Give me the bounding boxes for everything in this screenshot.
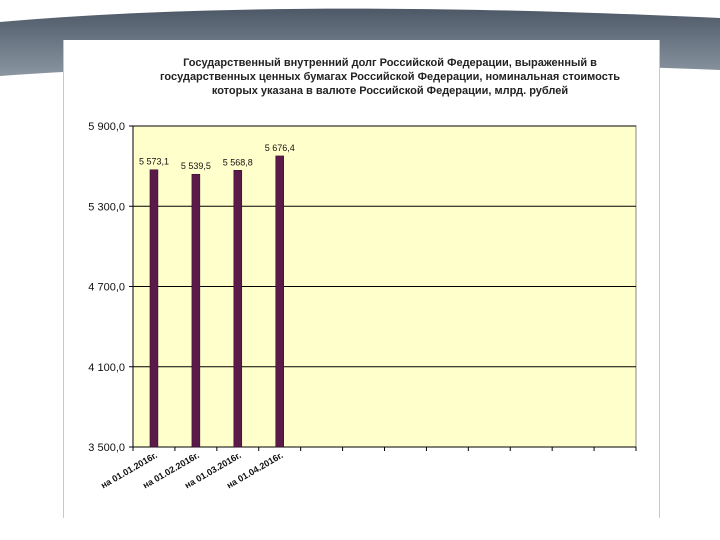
- y-tick-label: 5 300,0: [88, 201, 125, 214]
- data-label: 5 676,4: [264, 142, 295, 153]
- bar: [234, 170, 242, 447]
- bar: [276, 156, 284, 447]
- x-category-label: на 01.02.2016г.: [141, 450, 201, 491]
- x-category-label: на 01.01.2016г.: [99, 450, 159, 491]
- bar: [150, 170, 158, 447]
- y-tick-label: 4 700,0: [88, 281, 125, 294]
- chart-title: Государственный внутренний долг Российской Федерации, выраженный в государственных ценных бумагах Российской Федерации, номинальная стоимость которых указана в валюте Российской Федерации, млрд. рублей: [159, 57, 621, 97]
- bar: [192, 174, 200, 447]
- y-tick-label: 3 500,0: [88, 442, 125, 454]
- data-label: 5 539,5: [180, 161, 211, 172]
- x-category-label: на 01.03.2016г.: [182, 450, 243, 491]
- data-label: 5 573,1: [138, 156, 169, 167]
- y-tick-label: 4 100,0: [88, 361, 125, 374]
- y-tick-label: 5 900,0: [88, 121, 125, 133]
- data-label: 5 568,8: [222, 157, 253, 168]
- x-category-label: на 01.04.2016г.: [224, 450, 285, 491]
